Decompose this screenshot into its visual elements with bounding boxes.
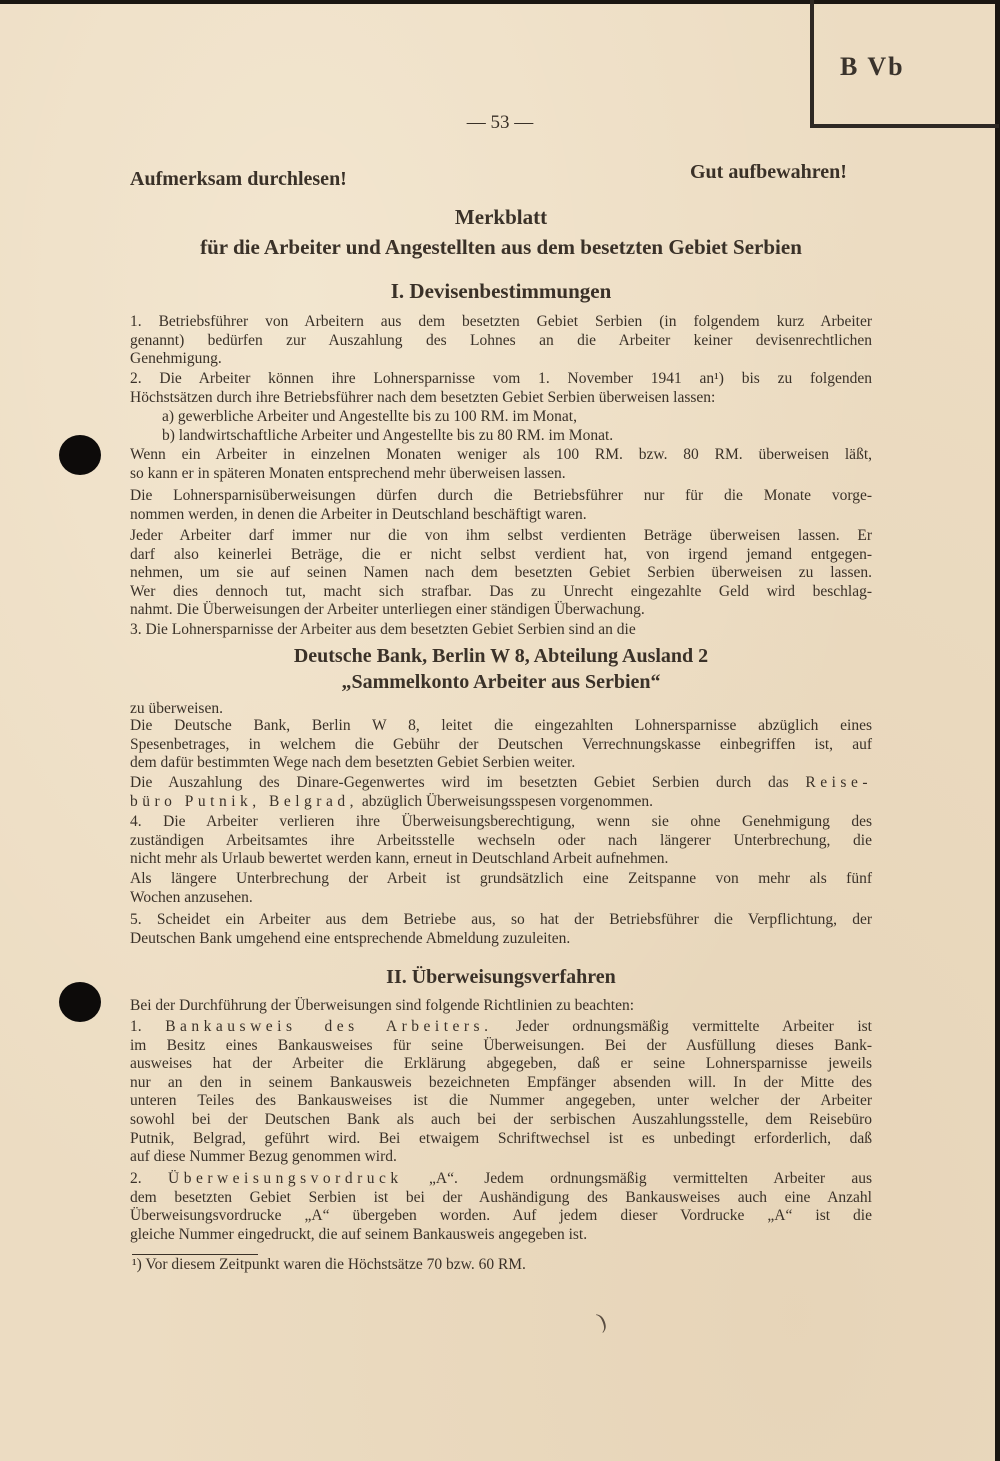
text-line: ausweises hat der Arbeiter die Erklärung abgegeben, daß er seine Lohnersparnisse jeweils	[130, 1055, 872, 1073]
paragraph	[130, 774, 872, 811]
paragraph	[130, 870, 872, 907]
spaced-emphasis: büro Putnik, Belgrad,	[130, 792, 358, 810]
text-line	[130, 774, 872, 793]
text-line: Deutschen Bank umgehend eine entsprechende Abmeldung zuzuleiten.	[130, 929, 571, 947]
text-line: nehmen, um sie auf seinen Namen nach dem besetzten Gebiet Serbien überweisen zu lassen.	[130, 564, 872, 582]
text-segment: 2.	[130, 1170, 168, 1187]
paragraph	[130, 997, 872, 1016]
text-line	[130, 793, 872, 812]
text-line: darf also keinerlei Beträge, die er nicht selbst verdient hat, von irgend jemand entgegen-	[130, 545, 872, 563]
text-line: Bei der Durchführung der Überweisungen sind folgende Richtlinien zu beachten:	[130, 997, 635, 1014]
text-line	[130, 1018, 872, 1037]
text-line: Überweisungsvordrucke „A“ übergeben worden. Auf jedem dieser Vordrucke „A“ ist die	[130, 1207, 872, 1225]
punch-hole	[59, 435, 101, 475]
footnote-rule	[132, 1254, 258, 1255]
text-line: genannt) bedürfen zur Auszahlung des Lohnes an die Arbeiter keiner devisenrechtlichen	[130, 331, 872, 349]
punch-hole	[59, 982, 101, 1022]
paragraph	[130, 446, 872, 483]
paragraph	[130, 621, 872, 640]
pencil-mark: )	[593, 1307, 610, 1334]
text-segment: abzüglich Überweisungsspesen vorgenommen.	[357, 792, 653, 810]
page-number: — 53 —	[466, 112, 534, 133]
text-segment: „A“. Jedem ordnungsmäßig vermittelten Arbeiter aus	[402, 1170, 873, 1187]
text-line: auf diese Nummer Bezug genommen wird.	[130, 1148, 397, 1166]
paragraph	[130, 408, 872, 427]
text-line: Die Lohnersparnisüberweisungen dürfen durch die Betriebsführer nur für die Monate vorge-	[130, 487, 872, 504]
text-line: nahmt. Die Überweisungen der Arbeiter unterliegen einer ständigen Überwachung.	[130, 601, 645, 619]
text-line: Spesenbetrages, in welchem die Gebühr der Deutschen Verrechnungskasse einbegriffen ist, auf	[130, 735, 872, 753]
bank-heading-line-1: Deutsche Bank, Berlin W 8, Abteilung Ausland 2	[293, 645, 709, 667]
text-line: so kann er in späteren Monaten entsprechend mehr überweisen lassen.	[130, 464, 566, 482]
spaced-emphasis: Reise-	[805, 774, 872, 791]
note-read-carefully: Aufmerksam durchlesen!	[130, 168, 347, 190]
text-line: 3. Die Lohnersparnisse der Arbeiter aus dem besetzten Gebiet Serbien sind an die	[130, 621, 636, 638]
text-line: Jeder Arbeiter darf immer nur die von ihm selbst verdienten Beträge überweisen lassen. Er	[130, 527, 872, 544]
paragraph	[130, 487, 872, 524]
footnote: ¹) Vor diesem Zeitpunkt waren die Höchstsätze 70 bzw. 60 RM.	[132, 1256, 526, 1273]
text-line: nommen werden, in denen die Arbeiter in Deutschland beschäftigt waren.	[130, 505, 587, 523]
text-line: nur an den in seinem Bankausweis bezeichneten Empfänger absenden will. In der Mitte des	[130, 1073, 872, 1091]
text-line: Als längere Unterbrechung der Arbeit ist grundsätzlich eine Zeitspanne von mehr als fünf	[130, 870, 872, 887]
paragraph	[130, 313, 872, 369]
text-line	[130, 1170, 872, 1189]
text-line: Wenn ein Arbeiter in einzelnen Monaten weniger als 100 RM. bzw. 80 RM. überweisen läßt,	[130, 446, 872, 463]
text-segment: Jeder ordnungsmäßig vermittelte Arbeiter ist	[492, 1018, 872, 1035]
paragraph	[130, 1018, 872, 1167]
text-line: nicht mehr als Urlaub bewertet werden kann, erneut in Deutschland Arbeit aufnehmen.	[130, 850, 669, 868]
text-line: dem dafür bestimmten Wege nach dem besetzten Gebiet Serbien weiter.	[130, 754, 576, 772]
text-line: Höchstsätzen durch ihre Betriebsführer nach dem besetzten Gebiet Serbien überweisen lassen:	[130, 388, 716, 406]
paragraph	[130, 1170, 872, 1244]
paragraph	[130, 427, 872, 446]
text-line: a) gewerbliche Arbeiter und Angestellte bis zu 100 RM. im Monat,	[162, 408, 577, 425]
text-line: Genehmigung.	[130, 350, 222, 368]
text-line: Putnik, Belgrad, geführt wird. Bei etwaigem Schriftwechsel ist es unbedingt erforderlich, daß	[130, 1129, 872, 1147]
text-line: 4. Die Arbeiter verlieren ihre Überweisungsberechtigung, wenn sie ohne Genehmigung des	[130, 813, 872, 830]
paragraph	[130, 527, 872, 620]
text-line: Die Deutsche Bank, Berlin W 8, leitet die eingezahlten Lohnersparnisse abzüglich eines	[130, 717, 872, 734]
text-line: Wochen anzusehen.	[130, 888, 253, 906]
text-line: dem besetzten Gebiet Serbien ist bei der Aushändigung des Bankausweises auch eine Anzahl	[130, 1188, 872, 1206]
stamp-box-label: B Vb	[840, 52, 905, 81]
text-segment: 1.	[130, 1018, 166, 1035]
text-line: zuständigen Arbeitsamtes ihre Arbeitsstelle wechseln oder nach längerer Unterbrechung, die	[130, 831, 872, 849]
text-line: sowohl bei der Deutschen Bank als auch bei der serbischen Auszahlungsstelle, dem Reisebüro	[130, 1110, 872, 1128]
text-line: b) landwirtschaftliche Arbeiter und Angestellte bis zu 80 RM. im Monat.	[162, 427, 614, 444]
text-line: zu überweisen.	[130, 700, 223, 717]
section-heading-1: I. Devisenbestimmungen	[390, 279, 612, 303]
paragraph	[130, 911, 872, 948]
document-title: Merkblatt	[454, 205, 548, 229]
paragraph	[130, 717, 872, 773]
text-line: im Besitz eines Bankausweises für seine Überweisungen. Bei der Ausfüllung dieses Bank-	[130, 1036, 872, 1054]
text-line: Wer dies dennoch tut, macht sich strafbar. Das zu Unrecht eingezahlte Geld wird beschlag-	[130, 582, 872, 600]
spaced-emphasis: Bankausweis des Arbeiters.	[165, 1018, 493, 1035]
section-heading-2: II. Überweisungsverfahren	[386, 966, 616, 988]
paragraph	[130, 370, 872, 407]
text-line: gleiche Nummer eingedruckt, die auf seinem Bankausweis angegeben ist.	[130, 1225, 588, 1243]
text-line: 2. Die Arbeiter können ihre Lohnersparnisse vom 1. November 1941 an¹) bis zu folgenden	[130, 370, 872, 387]
bank-heading-line-2: „Sammelkonto Arbeiter aus Serbien“	[341, 671, 661, 693]
text-line: 5. Scheidet ein Arbeiter aus dem Betriebe aus, so hat der Betriebsführer die Verpflichtung, der	[130, 911, 872, 928]
text-line: 1. Betriebsführer von Arbeitern aus dem besetzten Gebiet Serbien (in folgendem kurz Arbeiter	[130, 313, 872, 330]
paragraph	[130, 813, 872, 869]
document-subtitle: für die Arbeiter und Angestellten aus dem besetzten Gebiet Serbien	[200, 235, 802, 259]
paragraph	[130, 700, 872, 719]
note-keep-safe: Gut aufbewahren!	[690, 161, 847, 183]
text-line: unteren Teiles des Bankausweises ist die Nummer angegeben, unter welcher der Arbeiter	[130, 1092, 872, 1110]
spaced-emphasis: Überweisungsvordruck	[168, 1170, 403, 1187]
text-segment: Die Auszahlung des Dinare-Gegenwertes wird im besetzten Gebiet Serbien durch das	[130, 774, 806, 791]
